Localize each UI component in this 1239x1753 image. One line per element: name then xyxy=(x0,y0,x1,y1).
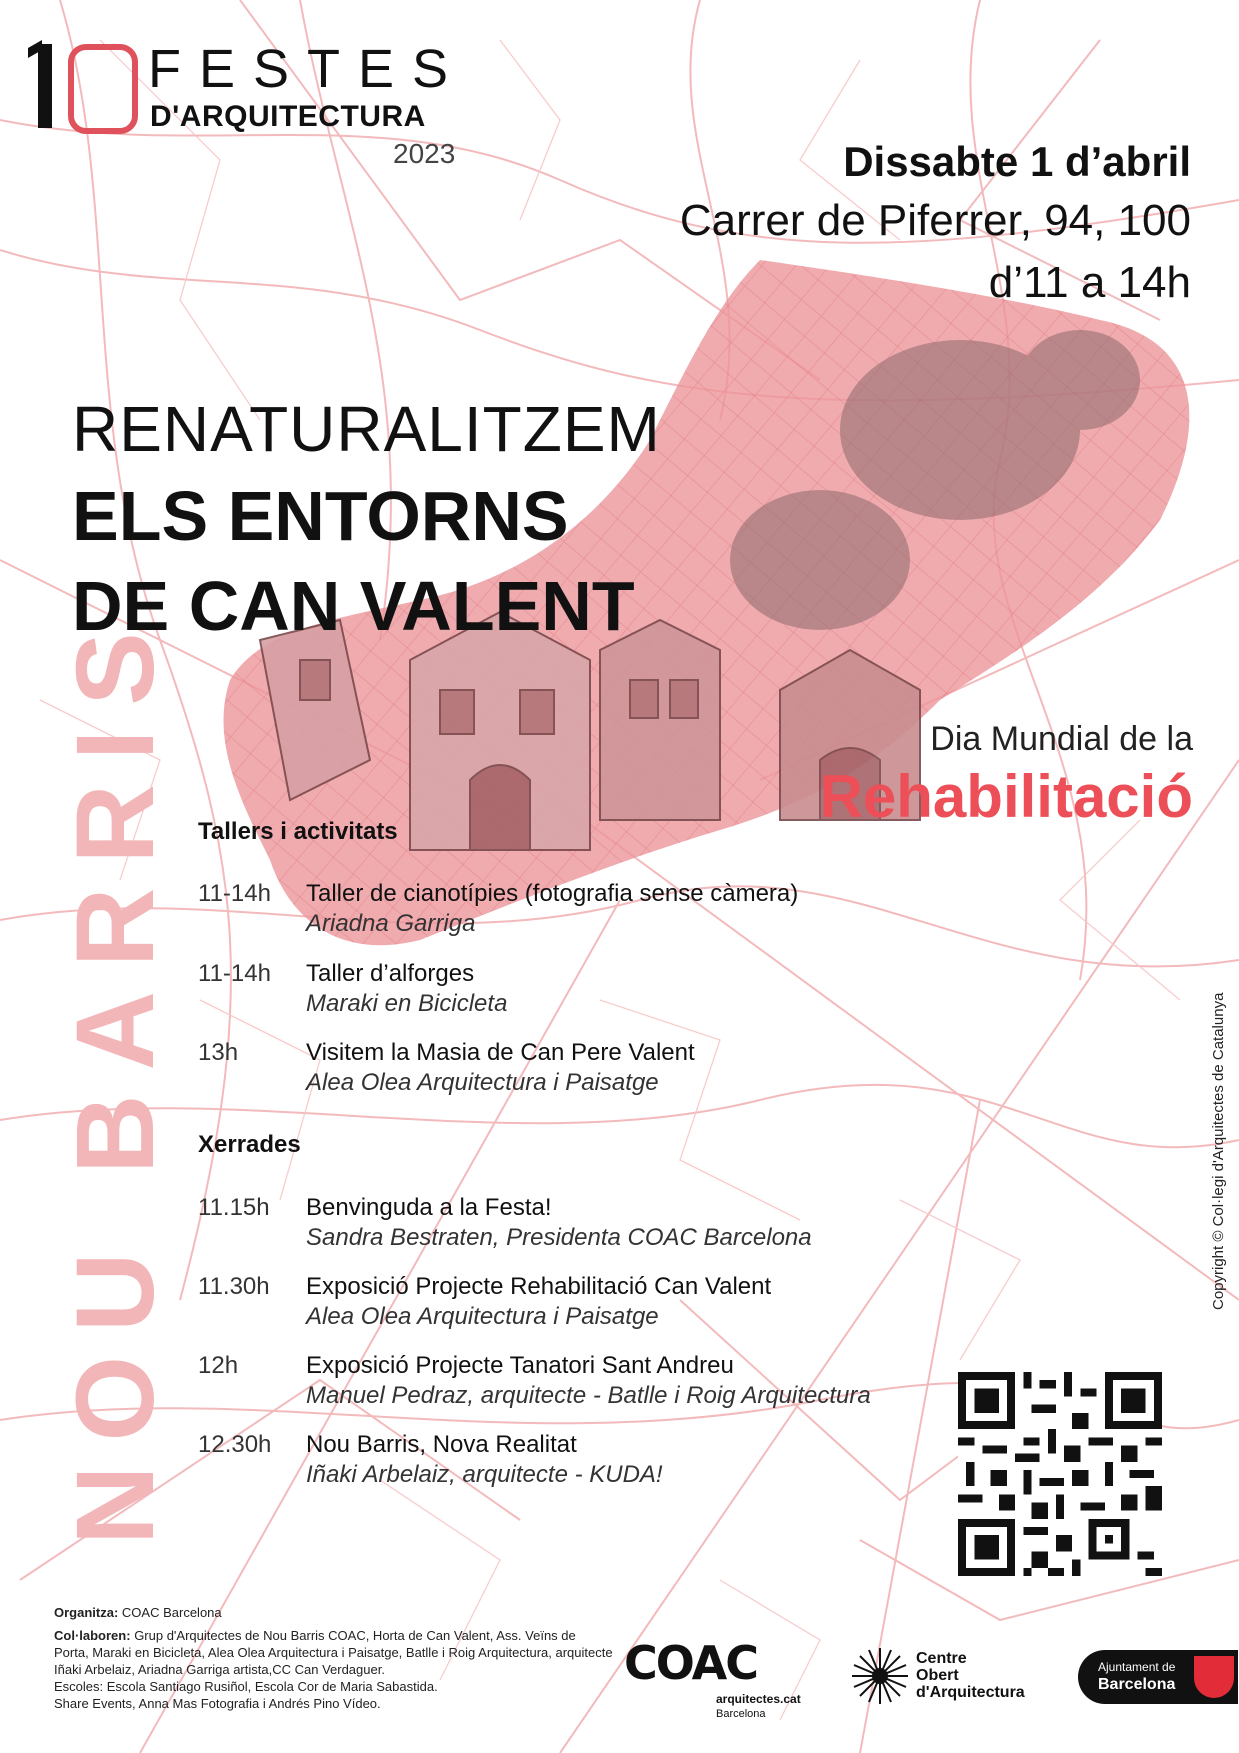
item-author: Alea Olea Arquitectura i Paisatge xyxy=(306,1303,659,1330)
shield-icon xyxy=(1194,1656,1234,1698)
credits-block xyxy=(54,1604,614,1712)
logo-ten-zero xyxy=(68,44,138,134)
logo-darquitectura: D'ARQUITECTURA xyxy=(150,100,426,133)
sunburst-icon xyxy=(848,1644,912,1708)
item-title: Taller de cianotípies (fotografia sense càmera) xyxy=(306,880,799,907)
title-line-3: DE CAN VALENT xyxy=(72,567,635,645)
item-author: Iñaki Arbelaiz, arquitecte - KUDA! xyxy=(306,1461,663,1488)
coac-site: arquitectes.cat xyxy=(716,1692,801,1706)
item-title: Benvinguda a la Festa! xyxy=(306,1194,552,1221)
festes-logo xyxy=(38,39,468,174)
event-date: Dissabte 1 d’abril xyxy=(843,138,1191,185)
item-time: 11-14h xyxy=(198,960,271,987)
ajuntament-logo[interactable] xyxy=(1078,1650,1238,1704)
item-time: 12h xyxy=(198,1352,239,1379)
item-author: Maraki en Bicicleta xyxy=(306,990,508,1017)
xerrades-heading: Xerrades xyxy=(198,1131,301,1158)
item-title: Visitem la Masia de Can Pere Valent xyxy=(306,1039,695,1066)
item-title: Nou Barris, Nova Realitat xyxy=(306,1431,577,1458)
item-title: Exposició Projecte Tanatori Sant Andreu xyxy=(306,1352,734,1379)
centre-obert-logo[interactable] xyxy=(848,1644,1048,1714)
item-author: Alea Olea Arquitectura i Paisatge xyxy=(306,1069,659,1096)
dia-mundial-highlight: Rehabilitació xyxy=(819,763,1193,830)
logo-festes: FESTES xyxy=(148,39,467,99)
item-time: 12.30h xyxy=(198,1431,272,1458)
coac-city: Barcelona xyxy=(716,1708,766,1720)
item-author: Manuel Pedraz, arquitecte - Batlle i Roig Arquitectura xyxy=(306,1382,871,1409)
item-author: Sandra Bestraten, Presidenta COAC Barcelona xyxy=(306,1224,812,1251)
event-hours: d’11 a 14h xyxy=(988,258,1191,307)
tallers-heading: Tallers i activitats xyxy=(198,818,398,845)
credits-collaboren: Col·laboren: Grup d'Arquitectes de Nou Barris COAC, Horta de Can Valent, Ass. Veïns de Porta, Maraki en Bicicleta, Alea Olea Arquitectura i Paisatge, Batlle i Roig Arquitectura, arquitecte Iñaki Arbelaiz, Ariadna Garriga artista,CC Can Verdaguer. xyxy=(54,1628,613,1677)
title-line-1: RENATURALITZEM xyxy=(72,393,661,465)
copyright-notice: Copyright © Col·legi d'Arquitectes de Catalunya xyxy=(1210,992,1227,1310)
item-time: 13h xyxy=(198,1039,239,1066)
ajuntament-line-1: Ajuntament de xyxy=(1098,1660,1176,1674)
coac-mark: COAC xyxy=(624,1636,757,1690)
event-address: Carrer de Piferrer, 94, 100 xyxy=(679,196,1191,245)
dia-mundial-label: Dia Mundial de la xyxy=(930,720,1193,758)
credits-share: Share Events, Anna Mas Fotografia i Andrés Pino Vídeo. xyxy=(54,1696,381,1711)
credits-organitza: Organitza: COAC Barcelona xyxy=(54,1605,222,1620)
credits-escoles: Escoles: Escola Santiago Rusiñol, Escola Cor de Maria Sabastida. xyxy=(54,1679,438,1694)
item-title: Taller d’alforges xyxy=(306,960,475,987)
item-time: 11.15h xyxy=(198,1194,270,1221)
title-line-2: ELS ENTORNS xyxy=(72,477,569,555)
centre-obert-name: Centre Obert d'Arquitectura xyxy=(916,1650,1025,1701)
coac-logo[interactable] xyxy=(624,1636,801,1726)
logo-ten-one xyxy=(38,44,52,128)
district-name: NOU BARRIS xyxy=(54,608,177,1545)
item-time: 11.30h xyxy=(198,1273,270,1300)
logo-year: 2023 xyxy=(393,138,456,169)
item-title: Exposició Projecte Rehabilitació Can Valent xyxy=(306,1273,772,1300)
item-time: 11-14h xyxy=(198,880,271,907)
qr-code[interactable] xyxy=(958,1372,1162,1576)
item-author: Ariadna Garriga xyxy=(306,910,476,937)
ajuntament-line-2: Barcelona xyxy=(1098,1676,1176,1693)
